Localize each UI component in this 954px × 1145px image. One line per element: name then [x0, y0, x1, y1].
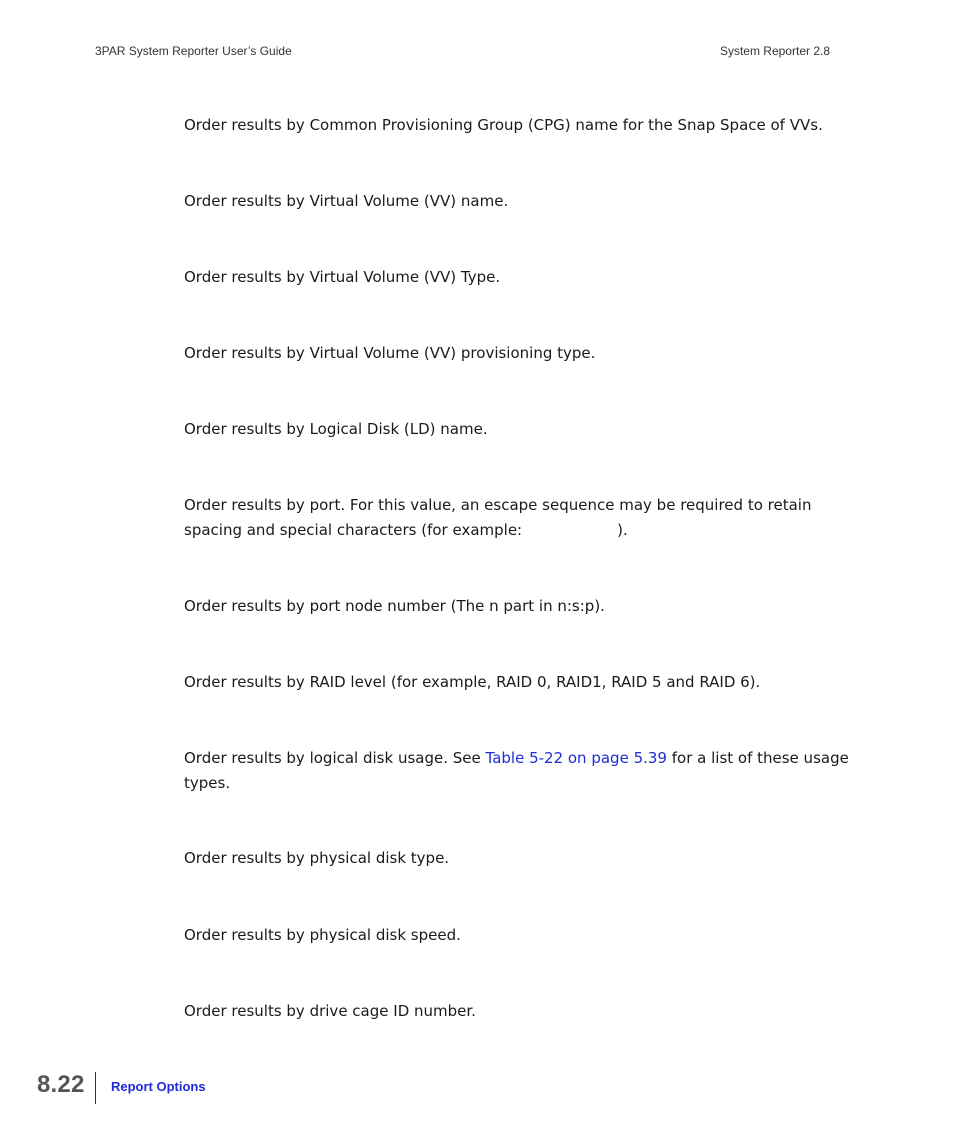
paragraph-cpg-snap-space: Order results by Common Provisioning Group (CPG) name for the Snap Space of VVs. [184, 116, 823, 134]
footer-section-title: Report Options [111, 1079, 206, 1094]
paragraph-port-node-number: Order results by port node number (The n part in n:s:p). [184, 597, 605, 615]
paragraph-ld-usage [184, 746, 864, 796]
paragraph-raid-level: Order results by RAID level (for example, RAID 0, RAID1, RAID 5 and RAID 6). [184, 673, 761, 691]
paragraph-port-closing: ). [617, 521, 628, 539]
running-header-guide-title: 3PAR System Reporter User’s Guide [95, 44, 292, 58]
paragraph-pd-speed: Order results by physical disk speed. [184, 926, 461, 944]
paragraph-pd-type: Order results by physical disk type. [184, 849, 450, 867]
paragraph-vv-name: Order results by Virtual Volume (VV) name. [184, 192, 509, 210]
paragraph-ld-usage-after: for a list of these usage types. [184, 749, 849, 792]
running-header-version: System Reporter 2.8 [719, 44, 830, 58]
paragraph-drive-cage-id: Order results by drive cage ID number. [184, 1002, 476, 1020]
paragraph-port-text: Order results by port. For this value, an escape sequence may be required to retain spacing and special characters (for example: [184, 496, 812, 539]
paragraph-ld-name: Order results by Logical Disk (LD) name. [184, 420, 488, 438]
footer-divider [95, 1072, 96, 1104]
paragraph-port [184, 493, 864, 543]
page-number: 8.22 [37, 1071, 85, 1098]
paragraph-ld-usage-before: Order results by logical disk usage. See [184, 749, 481, 767]
table-reference-link[interactable]: Table 5-22 on page 5.39 [485, 749, 667, 767]
paragraph-vv-provisioning-type: Order results by Virtual Volume (VV) provisioning type. [184, 344, 596, 362]
paragraph-vv-type: Order results by Virtual Volume (VV) Type. [184, 268, 501, 286]
